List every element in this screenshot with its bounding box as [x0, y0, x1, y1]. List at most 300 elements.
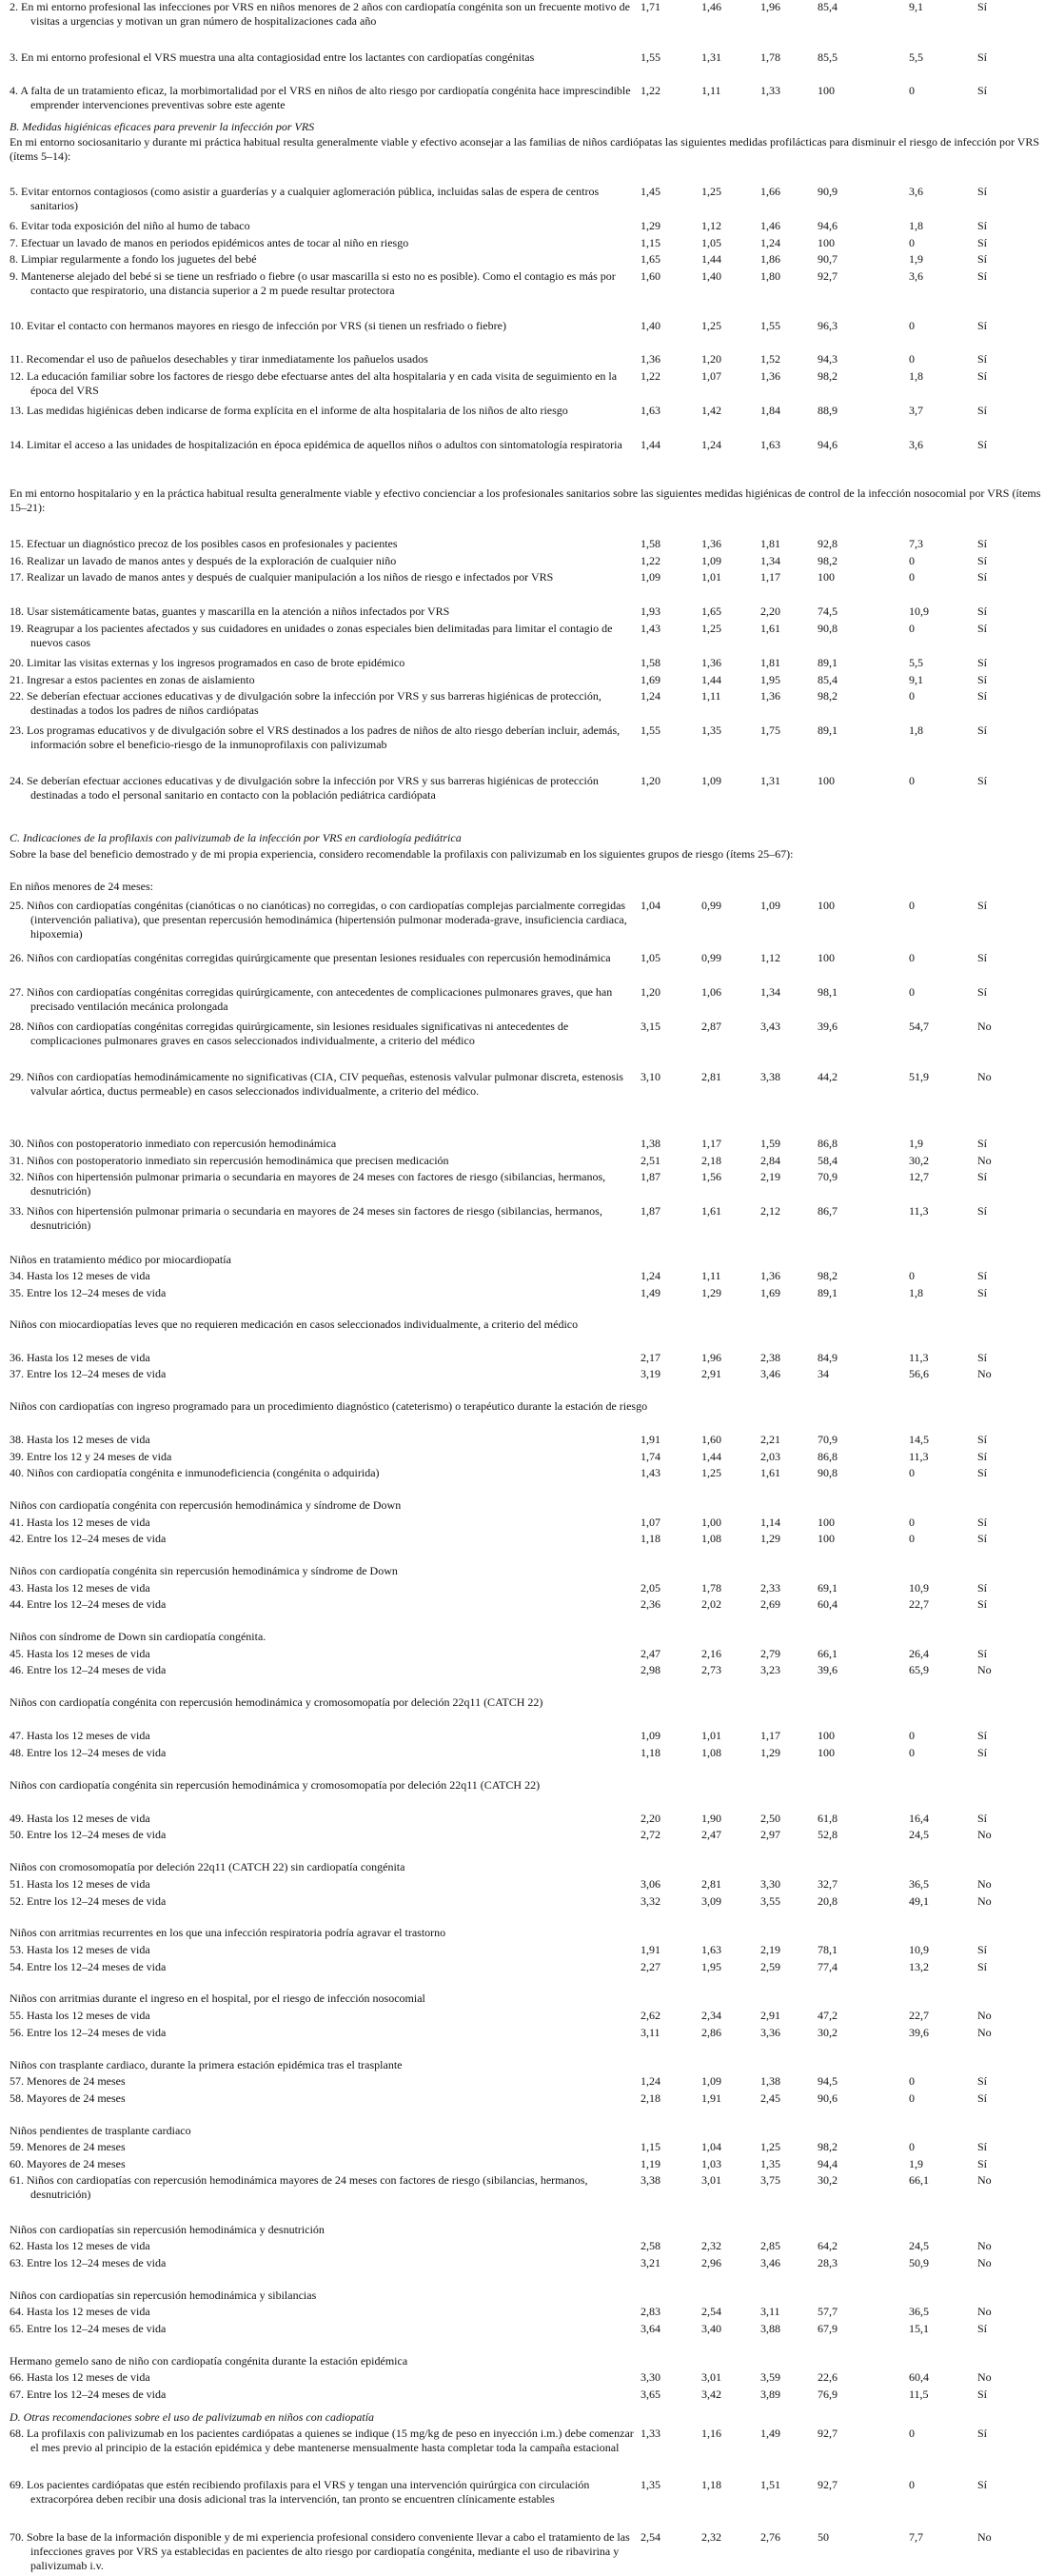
cell-col-4: 98,2 [818, 369, 838, 383]
cell-col-1: 3,64 [641, 2322, 661, 2335]
cell-col-5: 9,1 [909, 673, 923, 686]
cell-col-5: 1,9 [909, 252, 923, 266]
cell-col-1: 1,09 [641, 570, 661, 584]
cell-col-4: 30,2 [818, 2026, 838, 2039]
cell-col-4: 66,1 [818, 1647, 838, 1660]
item-text: 17. Realizar un lavado de manos antes y después de cualquier manipulación a los niños de riesgo e infectados por VRS [10, 570, 554, 584]
cell-col-6: Sí [977, 673, 988, 686]
item-text: 54. Entre los 12–24 meses de vida [10, 1960, 167, 1973]
item-text: 19. Reagrupar a los pacientes afectados y sus cuidadores en unidades o zonas especiales bien delimitadas para limitar el contagio de nuevos casos [10, 622, 613, 649]
cell-col-1: 2,27 [641, 1960, 661, 1973]
cell-col-1: 3,10 [641, 1070, 661, 1083]
cell-col-4: 44,2 [818, 1070, 838, 1083]
item-text: 62. Hasta los 12 meses de vida [10, 2239, 150, 2252]
cell-col-3: 1,36 [760, 1269, 780, 1282]
cell-col-5: 3,6 [909, 269, 923, 283]
cell-col-2: 1,25 [701, 319, 721, 332]
group-label: Niños con cardiopatías con ingreso programado para un procedimiento diagnóstico (cateterismo) o terapéutico durante la estación de riesgo [10, 1399, 648, 1413]
cell-col-5: 36,5 [909, 1877, 929, 1891]
cell-col-4: 20,8 [818, 1894, 838, 1908]
cell-col-3: 1,36 [760, 369, 780, 383]
cell-col-4: 70,9 [818, 1170, 838, 1183]
cell-col-1: 2,62 [641, 2009, 661, 2022]
cell-col-1: 1,05 [641, 951, 661, 964]
cell-col-1: 1,29 [641, 219, 661, 232]
cell-col-2: 1,03 [701, 2157, 721, 2170]
cell-col-6: Sí [977, 1466, 988, 1479]
group-label: Niños con cardiopatía congénita sin repercusión hemodinámica y síndrome de Down [10, 1564, 398, 1577]
cell-col-6: No [977, 2370, 992, 2384]
cell-col-4: 94,5 [818, 2074, 838, 2088]
item-text: 68. La profilaxis con palivizumab en los pacientes cardiópatas a quienes se indique (15 mg/kg de peso en inyección i.m.) debe comenzar el mes previo al principio de la estación epidémica y debe mantenerse mensualmente hasta completar toda la campaña estacional [10, 2427, 634, 2454]
cell-col-1: 1,43 [641, 1466, 661, 1479]
cell-col-6: Sí [977, 50, 988, 64]
item-text: 46. Entre los 12–24 meses de vida [10, 1663, 167, 1676]
cell-col-5: 0 [909, 1269, 915, 1282]
cell-col-3: 1,96 [760, 0, 780, 13]
cell-col-1: 1,20 [641, 774, 661, 787]
cell-col-4: 50 [818, 2530, 829, 2544]
cell-col-2: 1,60 [701, 1433, 721, 1446]
cell-col-2: 2,96 [701, 2256, 721, 2269]
cell-col-2: 1,16 [701, 2427, 721, 2440]
cell-col-6: Sí [977, 774, 988, 787]
cell-col-4: 22,6 [818, 2370, 838, 2384]
cell-col-4: 61,8 [818, 1812, 838, 1825]
cell-col-3: 3,43 [760, 1020, 780, 1033]
cell-col-3: 1,61 [760, 1466, 780, 1479]
cell-col-5: 60,4 [909, 2370, 929, 2384]
cell-col-6: Sí [977, 1286, 988, 1299]
cell-col-3: 3,11 [760, 2305, 780, 2318]
item-text: 24. Se deberían efectuar acciones educativas y de divulgación sobre la infección por VRS y sus barreras higiénicas de protección destinadas a todo el personal sanitario en contacto con la población pediátrica cardiópata [10, 774, 599, 802]
cell-col-3: 2,76 [760, 2530, 780, 2544]
cell-col-1: 1,58 [641, 537, 661, 550]
cell-col-4: 92,8 [818, 537, 838, 550]
cell-col-6: Sí [977, 1960, 988, 1973]
cell-col-1: 1,44 [641, 438, 661, 451]
cell-col-5: 11,3 [909, 1450, 929, 1463]
cell-col-3: 1,25 [760, 2140, 780, 2153]
item-text: 39. Entre los 12 y 24 meses de vida [10, 1450, 172, 1463]
item-text: 49. Hasta los 12 meses de vida [10, 1812, 150, 1825]
cell-col-1: 1,91 [641, 1943, 661, 1956]
item-text: 63. Entre los 12–24 meses de vida [10, 2256, 167, 2269]
cell-col-1: 2,05 [641, 1581, 661, 1595]
group-label: Niños con cardiopatías sin repercusión hemodinámica y sibilancias [10, 2289, 317, 2302]
cell-col-5: 0 [909, 985, 915, 999]
item-text: 55. Hasta los 12 meses de vida [10, 2009, 150, 2022]
item-text: 67. Entre los 12–24 meses de vida [10, 2388, 167, 2401]
cell-col-2: 2,16 [701, 1647, 721, 1660]
cell-col-6: Sí [977, 2427, 988, 2440]
cell-col-2: 1,17 [701, 1137, 721, 1150]
cell-col-3: 2,69 [760, 1597, 780, 1611]
cell-col-3: 1,61 [760, 622, 780, 635]
cell-col-6: Sí [977, 723, 988, 737]
cell-col-1: 1,18 [641, 1532, 661, 1545]
cell-col-4: 28,3 [818, 2256, 838, 2269]
cell-col-5: 0 [909, 236, 915, 249]
item-text: 65. Entre los 12–24 meses de vida [10, 2322, 167, 2335]
group-label: Hermano gemelo sano de niño con cardiopatía congénita durante la estación epidémica [10, 2354, 408, 2368]
cell-col-6: Sí [977, 1597, 988, 1611]
item-text: 15. Efectuar un diagnóstico precoz de los posibles casos en profesionales y pacientes [10, 537, 398, 550]
cell-col-3: 3,55 [760, 1894, 780, 1908]
cell-col-6: No [977, 1020, 992, 1033]
cell-col-4: 100 [818, 1532, 835, 1545]
cell-col-4: 78,1 [818, 1943, 838, 1956]
cell-col-6: Sí [977, 319, 988, 332]
item-text: 42. Entre los 12–24 meses de vida [10, 1532, 167, 1545]
cell-col-1: 1,43 [641, 622, 661, 635]
cell-col-3: 1,31 [760, 774, 780, 787]
item-text: 29. Niños con cardiopatías hemodinámicamente no significativas (CIA, CIV pequeñas, estenosis valvular pulmonar discreta, estenosis valvular aórtica, ductus permeable) en casos seleccionados individualmente, a criterio del médico. [10, 1070, 623, 1098]
section-heading: C. Indicaciones de la profilaxis con palivizumab de la infección por VRS en cardiología pediátrica [10, 831, 462, 844]
cell-col-2: 1,44 [701, 252, 721, 266]
cell-col-6: No [977, 1828, 992, 1841]
cell-col-1: 1,55 [641, 723, 661, 737]
cell-col-6: Sí [977, 1433, 988, 1446]
cell-col-5: 10,9 [909, 604, 929, 618]
cell-col-1: 1,45 [641, 185, 661, 198]
cell-col-3: 2,19 [760, 1170, 780, 1183]
cell-col-3: 2,97 [760, 1828, 780, 1841]
cell-col-2: 1,06 [701, 985, 721, 999]
group-label: Niños con cardiopatía congénita con repercusión hemodinámica y síndrome de Down [10, 1498, 402, 1512]
cell-col-1: 1,36 [641, 352, 661, 366]
cell-col-4: 94,6 [818, 219, 838, 232]
cell-col-6: No [977, 1154, 992, 1167]
cell-col-3: 1,36 [760, 689, 780, 703]
group-label: Niños con miocardiopatías leves que no requieren medicación en casos seleccionados individualmente, a criterio del médico [10, 1318, 579, 1331]
cell-col-4: 92,7 [818, 2427, 838, 2440]
cell-col-3: 1,84 [760, 404, 780, 417]
cell-col-6: Sí [977, 185, 988, 198]
cell-col-5: 0 [909, 2427, 915, 2440]
item-text: 50. Entre los 12–24 meses de vida [10, 1828, 167, 1841]
cell-col-2: 2,81 [701, 1877, 721, 1891]
cell-col-2: 1,07 [701, 369, 721, 383]
cell-col-5: 0 [909, 2478, 915, 2491]
cell-col-4: 100 [818, 1516, 835, 1529]
item-text: 16. Realizar un lavado de manos antes y después de la exploración de cualquier niño [10, 554, 397, 567]
cell-col-5: 13,2 [909, 1960, 929, 1973]
item-text: 70. Sobre la base de la información disponible y de mi experiencia profesional considero conveniente llevar a cabo el tratamiento de las infecciones graves por VRS ya establecidas en pacientes de alto riesgo por cardiopatía congénita, mediante el uso de ribavirina y palivizumab i.v. [10, 2530, 630, 2572]
cell-col-5: 11,3 [909, 1351, 929, 1364]
item-text: 3. En mi entorno profesional el VRS muestra una alta contagiosidad entre los lactantes con cardiopatías congénitas [10, 50, 535, 64]
item-text: 35. Entre los 12–24 meses de vida [10, 1286, 167, 1299]
cell-col-5: 7,7 [909, 2530, 923, 2544]
cell-col-6: No [977, 2173, 992, 2187]
cell-col-4: 69,1 [818, 1581, 838, 1595]
cell-col-6: Sí [977, 1269, 988, 1282]
cell-col-4: 84,9 [818, 1351, 838, 1364]
cell-col-5: 0 [909, 319, 915, 332]
cell-col-3: 1,12 [760, 951, 780, 964]
cell-col-5: 0 [909, 689, 915, 703]
cell-col-3: 1,29 [760, 1532, 780, 1545]
cell-col-5: 0 [909, 1729, 915, 1742]
cell-col-5: 36,5 [909, 2305, 929, 2318]
cell-col-5: 0 [909, 2091, 915, 2105]
cell-col-3: 1,38 [760, 2074, 780, 2088]
cell-col-1: 1,22 [641, 84, 661, 97]
cell-col-4: 32,7 [818, 1877, 838, 1891]
cell-col-4: 100 [818, 1729, 835, 1742]
cell-col-5: 7,3 [909, 537, 923, 550]
cell-col-5: 65,9 [909, 1663, 929, 1676]
cell-col-4: 94,6 [818, 438, 838, 451]
cell-col-2: 1,44 [701, 673, 721, 686]
cell-col-2: 1,44 [701, 1450, 721, 1463]
cell-col-3: 2,84 [760, 1154, 780, 1167]
cell-col-1: 1,49 [641, 1286, 661, 1299]
item-text: 52. Entre los 12–24 meses de vida [10, 1894, 167, 1908]
cell-col-3: 3,23 [760, 1663, 780, 1676]
cell-col-2: 1,12 [701, 219, 721, 232]
cell-col-1: 1,15 [641, 236, 661, 249]
group-label: Niños con cardiopatías sin repercusión hemodinámica y desnutrición [10, 2223, 325, 2236]
cell-col-5: 54,7 [909, 1020, 929, 1033]
item-text: 64. Hasta los 12 meses de vida [10, 2305, 150, 2318]
cell-col-1: 1,71 [641, 0, 661, 13]
cell-col-4: 52,8 [818, 1828, 838, 1841]
cell-col-3: 1,51 [760, 2478, 780, 2491]
cell-col-6: Sí [977, 236, 988, 249]
cell-col-2: 1,11 [701, 1269, 721, 1282]
cell-col-5: 0 [909, 2074, 915, 2088]
cell-col-1: 1,24 [641, 1269, 661, 1282]
cell-col-3: 1,75 [760, 723, 780, 737]
cell-col-6: Sí [977, 1351, 988, 1364]
cell-col-4: 94,4 [818, 2157, 838, 2170]
cell-col-1: 1,35 [641, 2478, 661, 2491]
cell-col-1: 1,24 [641, 689, 661, 703]
cell-col-1: 2,72 [641, 1828, 661, 1841]
cell-col-4: 94,3 [818, 352, 838, 366]
cell-col-6: Sí [977, 1746, 988, 1759]
cell-col-5: 22,7 [909, 1597, 929, 1611]
cell-col-5: 24,5 [909, 1828, 929, 1841]
cell-col-6: Sí [977, 219, 988, 232]
group-label: Niños en tratamiento médico por miocardiopatía [10, 1253, 231, 1266]
cell-col-3: 3,30 [760, 1877, 780, 1891]
cell-col-4: 47,2 [818, 2009, 838, 2022]
cell-col-3: 2,33 [760, 1581, 780, 1595]
cell-col-5: 0 [909, 774, 915, 787]
cell-col-4: 89,1 [818, 1286, 838, 1299]
cell-col-1: 3,65 [641, 2388, 661, 2401]
item-text: 12. La educación familiar sobre los factores de riesgo debe efectuarse antes del alta hospitalaria y en cada visita de seguimiento en la época del VRS [10, 369, 618, 397]
item-text: 6. Evitar toda exposición del niño al humo de tabaco [10, 219, 250, 232]
cell-col-1: 1,65 [641, 252, 661, 266]
cell-col-5: 5,5 [909, 656, 923, 669]
item-text: 10. Evitar el contacto con hermanos mayores en riesgo de infección por VRS (si tienen un resfriado o fiebre) [10, 319, 506, 332]
cell-col-5: 16,4 [909, 1812, 929, 1825]
cell-col-4: 86,8 [818, 1450, 838, 1463]
cell-col-1: 1,22 [641, 554, 661, 567]
cell-col-5: 0 [909, 352, 915, 366]
cell-col-2: 1,20 [701, 352, 721, 366]
cell-col-6: No [977, 2305, 992, 2318]
cell-col-3: 1,78 [760, 50, 780, 64]
cell-col-3: 1,34 [760, 985, 780, 999]
cell-col-3: 3,89 [760, 2388, 780, 2401]
item-text: 37. Entre los 12–24 meses de vida [10, 1367, 167, 1380]
cell-col-5: 10,9 [909, 1943, 929, 1956]
group-label: Niños con trasplante cardiaco, durante la primera estación epidémica tras el trasplante [10, 2058, 403, 2071]
cell-col-5: 0 [909, 554, 915, 567]
cell-col-1: 1,63 [641, 404, 661, 417]
cell-col-6: Sí [977, 1450, 988, 1463]
cell-col-5: 22,7 [909, 2009, 929, 2022]
cell-col-1: 1,07 [641, 1516, 661, 1529]
cell-col-5: 10,9 [909, 1581, 929, 1595]
cell-col-1: 1,09 [641, 1729, 661, 1742]
cell-col-6: Sí [977, 1943, 988, 1956]
cell-col-4: 77,4 [818, 1960, 838, 1973]
item-text: 32. Niños con hipertensión pulmonar primaria o secundaria en mayores de 24 meses con factores de riesgo (sibilancias, hermanos, desnutrición) [10, 1170, 606, 1198]
cell-col-2: 3,40 [701, 2322, 721, 2335]
item-text: 66. Hasta los 12 meses de vida [10, 2370, 150, 2384]
group-label: En niños menores de 24 meses: [10, 880, 153, 893]
cell-col-4: 90,6 [818, 2091, 838, 2105]
cell-col-2: 1,56 [701, 1170, 721, 1183]
cell-col-1: 1,15 [641, 2140, 661, 2153]
cell-col-3: 2,21 [760, 1433, 780, 1446]
cell-col-1: 1,20 [641, 985, 661, 999]
cell-col-5: 3,6 [909, 185, 923, 198]
cell-col-3: 1,34 [760, 554, 780, 567]
cell-col-5: 1,9 [909, 1137, 923, 1150]
cell-col-5: 0 [909, 2140, 915, 2153]
cell-col-3: 1,46 [760, 219, 780, 232]
cell-col-6: Sí [977, 252, 988, 266]
cell-col-6: Sí [977, 2140, 988, 2153]
cell-col-6: Sí [977, 1729, 988, 1742]
cell-col-6: Sí [977, 1170, 988, 1183]
item-text: 7. Efectuar un lavado de manos en periodos epidémicos antes de tocar al niño en riesgo [10, 236, 409, 249]
cell-col-2: 1,90 [701, 1812, 721, 1825]
cell-col-1: 1,69 [641, 673, 661, 686]
cell-col-1: 1,33 [641, 2427, 661, 2440]
cell-col-1: 1,38 [641, 1137, 661, 1150]
cell-col-2: 2,73 [701, 1663, 721, 1676]
cell-col-5: 50,9 [909, 2256, 929, 2269]
item-text: 45. Hasta los 12 meses de vida [10, 1647, 150, 1660]
cell-col-4: 90,7 [818, 252, 838, 266]
cell-col-2: 1,08 [701, 1746, 721, 1759]
cell-col-6: Sí [977, 1204, 988, 1218]
item-text: 23. Los programas educativos y de divulgación sobre el VRS destinados a los padres de niños de alto riesgo deberían incluir, además, información sobre el beneficio-riesgo de la inmunoprofilaxis con palivizumab [10, 723, 621, 751]
cell-col-5: 11,3 [909, 1204, 929, 1218]
item-text: 2. En mi entorno profesional las infecciones por VRS en niños menores de 2 años con cardiopatía congénita son un frecuente motivo de visitas a urgencias y motivan un gran número de hospitalizaciones cada año [10, 0, 630, 28]
cell-col-1: 1,87 [641, 1204, 661, 1218]
cell-col-1: 3,38 [641, 2173, 661, 2187]
cell-col-3: 1,95 [760, 673, 780, 686]
cell-col-3: 1,33 [760, 84, 780, 97]
cell-col-2: 1,40 [701, 269, 721, 283]
section-heading: B. Medidas higiénicas eficaces para prevenir la infección por VRS [10, 120, 315, 133]
item-text: 58. Mayores de 24 meses [10, 2091, 126, 2105]
item-text: 69. Los pacientes cardiópatas que estén recibiendo profilaxis para el VRS y tengan una intervención quirúrgica con circulación extracorpórea deben recibir una dosis adicional tras la intervención, tan pronto se encuentren clínicamente estables [10, 2478, 590, 2506]
cell-col-4: 100 [818, 84, 835, 97]
cell-col-4: 88,9 [818, 404, 838, 417]
cell-col-4: 90,8 [818, 622, 838, 635]
cell-col-6: Sí [977, 2322, 988, 2335]
cell-col-1: 1,74 [641, 1450, 661, 1463]
cell-col-2: 2,34 [701, 2009, 721, 2022]
section-heading: D. Otras recomendaciones sobre el uso de palivizumab en niños con cadiopatía [10, 2410, 375, 2424]
cell-col-6: Sí [977, 622, 988, 635]
cell-col-5: 0 [909, 1532, 915, 1545]
group-label: Niños con cromosomopatía por deleción 22q11 (CATCH 22) sin cardiopatía congénita [10, 1860, 405, 1873]
cell-col-2: 2,47 [701, 1828, 721, 1841]
cell-col-6: No [977, 1367, 992, 1380]
cell-col-5: 39,6 [909, 2026, 929, 2039]
item-text: 8. Limpiar regularmente a fondo los juguetes del bebé [10, 252, 257, 266]
item-text: 11. Recomendar el uso de pañuelos desechables y tirar inmediatamente los pañuelos usados [10, 352, 428, 366]
cell-col-6: No [977, 1070, 992, 1083]
cell-col-1: 1,60 [641, 269, 661, 283]
cell-col-6: Sí [977, 570, 988, 584]
cell-col-2: 1,36 [701, 537, 721, 550]
cell-col-1: 1,04 [641, 899, 661, 912]
cell-col-5: 0 [909, 570, 915, 584]
cell-col-1: 1,19 [641, 2157, 661, 2170]
cell-col-1: 2,18 [641, 2091, 661, 2105]
cell-col-3: 1,55 [760, 319, 780, 332]
cell-col-5: 0 [909, 1466, 915, 1479]
cell-col-2: 2,87 [701, 1020, 721, 1033]
cell-col-4: 100 [818, 570, 835, 584]
cell-col-4: 90,8 [818, 1466, 838, 1479]
cell-col-1: 3,21 [641, 2256, 661, 2269]
item-text: 43. Hasta los 12 meses de vida [10, 1581, 150, 1595]
cell-col-3: 3,75 [760, 2173, 780, 2187]
cell-col-5: 0 [909, 1746, 915, 1759]
cell-col-4: 90,9 [818, 185, 838, 198]
cell-col-5: 11,5 [909, 2388, 929, 2401]
cell-col-2: 0,99 [701, 899, 721, 912]
cell-col-2: 2,54 [701, 2305, 721, 2318]
item-text: 22. Se deberían efectuar acciones educativas y de divulgación sobre la infección por VRS y sus barreras higiénicas de protección, destinadas a todos los padres de niños cardiópatas [10, 689, 601, 717]
cell-col-2: 1,01 [701, 570, 721, 584]
cell-col-3: 1,52 [760, 352, 780, 366]
cell-col-1: 1,93 [641, 604, 661, 618]
cell-col-3: 3,59 [760, 2370, 780, 2384]
cell-col-6: Sí [977, 656, 988, 669]
cell-col-2: 1,65 [701, 604, 721, 618]
cell-col-5: 1,8 [909, 723, 923, 737]
cell-col-5: 5,5 [909, 50, 923, 64]
cell-col-2: 1,25 [701, 622, 721, 635]
cell-col-4: 67,9 [818, 2322, 838, 2335]
cell-col-5: 24,5 [909, 2239, 929, 2252]
cell-col-2: 1,42 [701, 404, 721, 417]
group-label: Niños con arritmias recurrentes en los que una infección respiratoria podría agravar el trastorno [10, 1926, 446, 1939]
cell-col-5: 0 [909, 951, 915, 964]
cell-col-4: 98,1 [818, 985, 838, 999]
cell-col-3: 2,12 [760, 1204, 780, 1218]
cell-col-5: 66,1 [909, 2173, 929, 2187]
cell-col-3: 2,20 [760, 604, 780, 618]
item-text: 5. Evitar entornos contagiosos (como asistir a guarderías y a cualquier aglomeración pública, incluidas salas de espera de centros sanitarios) [10, 185, 600, 212]
cell-col-5: 9,1 [909, 0, 923, 13]
cell-col-2: 1,35 [701, 723, 721, 737]
cell-col-4: 34 [818, 1367, 829, 1380]
